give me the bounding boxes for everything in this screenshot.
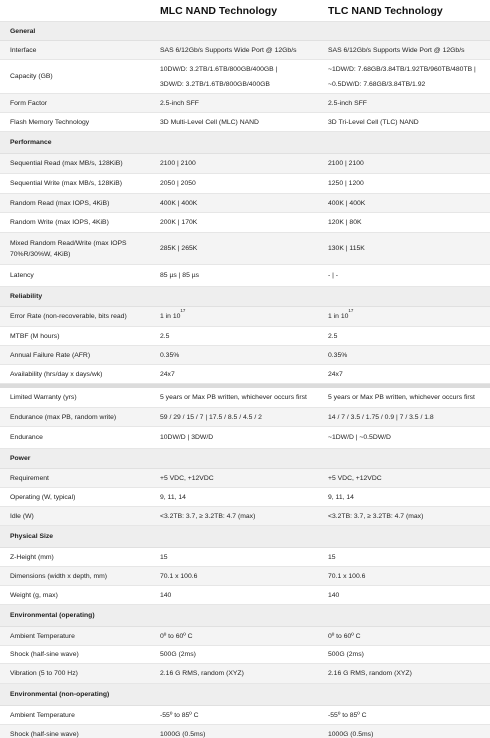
table-row: [0, 646, 490, 664]
mlc-column-header: MLC NAND Technology: [160, 4, 278, 17]
tlc-value: 9, 11, 14: [328, 493, 354, 501]
table-row: [0, 706, 490, 725]
mlc-value: -55º to 85º C: [160, 711, 199, 719]
mlc-value: 2100 | 2100: [160, 160, 196, 167]
tlc-value: 15: [328, 553, 336, 561]
row-label: [0, 238, 152, 260]
row-label: Operating (W, typical): [10, 493, 76, 501]
row-label: Z-Height (mm): [10, 553, 54, 561]
table-row: [0, 488, 490, 507]
mlc-value: 5 years or Max PB written, whichever occurs first: [160, 394, 307, 401]
table-row: [0, 427, 490, 449]
tlc-value: 2.5: [328, 332, 338, 340]
tlc-value: +5 VDC, +12VDC: [328, 474, 382, 482]
row-label: Limited Warranty (yrs): [10, 394, 77, 401]
mlc-value: 3D Multi-Level Cell (MLC) NAND: [160, 118, 259, 126]
table-row: [0, 113, 490, 132]
row-label: Dimensions (width x depth, mm): [10, 572, 108, 580]
tlc-value: 3D Tri-Level Cell (TLC) NAND: [328, 118, 419, 126]
mlc-value: 70.1 x 100.6: [160, 572, 198, 580]
tlc-value: 2.16 G RMS, random (XYZ): [328, 670, 412, 677]
section-general: General: [0, 22, 490, 41]
mlc-value: 2.16 G RMS, random (XYZ): [160, 670, 244, 677]
row-label: Ambient Temperature: [10, 711, 75, 719]
mlc-value: 10DW/D | 3DW/D: [160, 434, 214, 441]
table-row: [0, 41, 490, 60]
row-label: Annual Failure Rate (AFR): [10, 351, 91, 359]
row-label: Vibration (5 to 700 Hz): [10, 670, 78, 677]
table-row: [0, 388, 490, 408]
tlc-value: ~1DW/D | ~0.5DW/D: [328, 434, 391, 441]
section-power: Power: [0, 449, 490, 469]
tlc-value-line: ~1DW/D: 7.68GB/3.84TB/1.92TB/960TB/480TB |: [328, 65, 476, 73]
tlc-value: 2.5-inch SFF: [328, 99, 367, 107]
row-label: Requirement: [10, 474, 49, 482]
tlc-value: [322, 62, 490, 92]
tlc-value: 2100 | 2100: [328, 160, 364, 167]
tlc-value: 500G (2ms): [328, 651, 364, 658]
tlc-value: <3.2TB: 3.7, ≥ 3.2TB: 4.7 (max): [328, 512, 424, 520]
mlc-value: 15: [160, 553, 168, 561]
row-label: Form Factor: [10, 99, 48, 107]
section-reliability: Reliability: [0, 287, 490, 307]
table-row: [0, 265, 490, 287]
table-row: [0, 94, 490, 113]
row-label: Capacity (GB): [10, 73, 53, 80]
tlc-value: SAS 6/12Gb/s Supports Wide Port @ 12Gb/s: [328, 46, 465, 54]
tlc-value: - | -: [328, 272, 339, 279]
table-row: [0, 567, 490, 586]
tlc-value: -55º to 85º C: [328, 711, 367, 719]
row-label: Shock (half-sine wave): [10, 730, 79, 738]
mlc-value-line: 3DW/D: 3.2TB/1.6TB/800GB/400GB: [160, 80, 270, 88]
table-row: [0, 408, 490, 427]
tlc-value: 24x7: [328, 370, 343, 378]
mlc-value: [152, 62, 322, 92]
table-row: [0, 194, 490, 213]
row-label-line: Mixed Random Read/Write (max IOPS: [10, 239, 127, 247]
table-row: [0, 307, 490, 327]
mlc-value: 200K | 170K: [160, 219, 198, 226]
row-label: Error Rate (non-recoverable, bits read): [10, 313, 127, 320]
row-label: Flash Memory Technology: [10, 118, 90, 126]
tlc-value: 1000G (0.5ms): [328, 730, 374, 738]
table-row: [0, 365, 490, 384]
table-row: [0, 233, 490, 265]
tlc-value: 130K | 115K: [328, 245, 365, 252]
table-row: [0, 213, 490, 233]
mlc-value: 140: [160, 591, 172, 599]
mlc-value: <3.2TB: 3.7, ≥ 3.2TB: 4.7 (max): [160, 512, 256, 520]
table-row: [0, 507, 490, 526]
tlc-value: 120K | 80K: [328, 219, 362, 226]
tlc-value: [322, 309, 490, 324]
table-row: [0, 664, 490, 684]
tlc-value: 140: [328, 591, 340, 599]
table-row: [0, 627, 490, 646]
mlc-value: +5 VDC, +12VDC: [160, 474, 214, 482]
tlc-value: 14 / 7 / 3.5 / 1.75 / 0.9 | 7 / 3.5 / 1.8: [328, 413, 434, 421]
row-label: Availability (hrs/day x days/wk): [10, 370, 103, 378]
mlc-value: 2.5-inch SFF: [160, 99, 199, 107]
mlc-value: SAS 6/12Gb/s Supports Wide Port @ 12Gb/s: [160, 46, 297, 54]
row-label: MTBF (M hours): [10, 332, 60, 340]
table-row: [0, 154, 490, 174]
mlc-error-base: 1 in 10: [160, 313, 181, 320]
mlc-value: 9, 11, 14: [160, 493, 186, 501]
row-label: Idle (W): [10, 512, 34, 520]
table-row: [0, 60, 490, 94]
tlc-column-header: TLC NAND Technology: [328, 4, 443, 17]
table-row: [0, 586, 490, 605]
section-environmental-operating: Environmental (operating): [0, 605, 490, 627]
row-label: Interface: [10, 46, 37, 54]
tlc-value: 5 years or Max PB written, whichever occurs first: [328, 394, 475, 401]
mlc-value: 500G (2ms): [160, 651, 196, 658]
section-performance: Performance: [0, 132, 490, 154]
row-label: Random Read (max IOPS, 4KiB): [10, 199, 110, 207]
row-label: Random Write (max IOPS, 4KiB): [10, 219, 109, 226]
section-physical-size: Physical Size: [0, 526, 490, 548]
mlc-value: 285K | 265K: [160, 245, 198, 252]
tlc-value: 70.1 x 100.6: [328, 572, 366, 580]
mlc-value: 59 / 29 / 15 / 7 | 17.5 / 8.5 / 4.5 / 2: [160, 413, 262, 421]
mlc-value: 2.5: [160, 332, 170, 340]
row-label: Sequential Read (max MB/s, 128KiB): [10, 160, 123, 167]
section-environmental-non-operating: Environmental (non-operating): [0, 684, 490, 706]
tlc-error-base: 1 in 10: [328, 313, 349, 320]
row-label: Weight (g, max): [10, 591, 58, 599]
tlc-error-exponent: 17: [348, 308, 354, 313]
mlc-error-exponent: 17: [180, 308, 186, 313]
row-label: Sequential Write (max MB/s, 128KiB): [10, 180, 123, 187]
tlc-value-line: ~0.5DW/D: 7.68GB/3.84TB/1.92: [328, 80, 426, 88]
row-label: Shock (half-sine wave): [10, 651, 79, 658]
mlc-value: 1000G (0.5ms): [160, 730, 206, 738]
table-row: [0, 725, 490, 738]
table-row: [0, 548, 490, 567]
table-header: [0, 0, 490, 22]
mlc-value: 0.35%: [160, 351, 180, 359]
row-label: Ambient Temperature: [10, 632, 75, 640]
tlc-value: 0.35%: [328, 351, 348, 359]
mlc-value: 0º to 60º C: [160, 632, 193, 640]
tlc-value: 1250 | 1200: [328, 180, 364, 187]
row-label: Endurance (max PB, random write): [10, 413, 117, 421]
mlc-value: 2050 | 2050: [160, 180, 196, 187]
row-label-line: 70%R/30%W, 4KiB): [10, 250, 71, 258]
mlc-value: [152, 309, 322, 324]
mlc-value: 85 µs | 85 µs: [160, 272, 200, 279]
tlc-value: 0º to 60º C: [328, 632, 361, 640]
mlc-value: 400K | 400K: [160, 199, 198, 207]
row-label: Endurance: [10, 434, 43, 441]
row-label: Latency: [10, 272, 34, 279]
table-row: [0, 327, 490, 346]
mlc-value-line: 10DW/D: 3.2TB/1.6TB/800GB/400GB |: [160, 65, 278, 73]
tlc-value: 400K | 400K: [328, 199, 366, 207]
mlc-value: 24x7: [160, 370, 175, 378]
table-row: [0, 174, 490, 194]
table-row: [0, 346, 490, 365]
table-row: [0, 469, 490, 488]
